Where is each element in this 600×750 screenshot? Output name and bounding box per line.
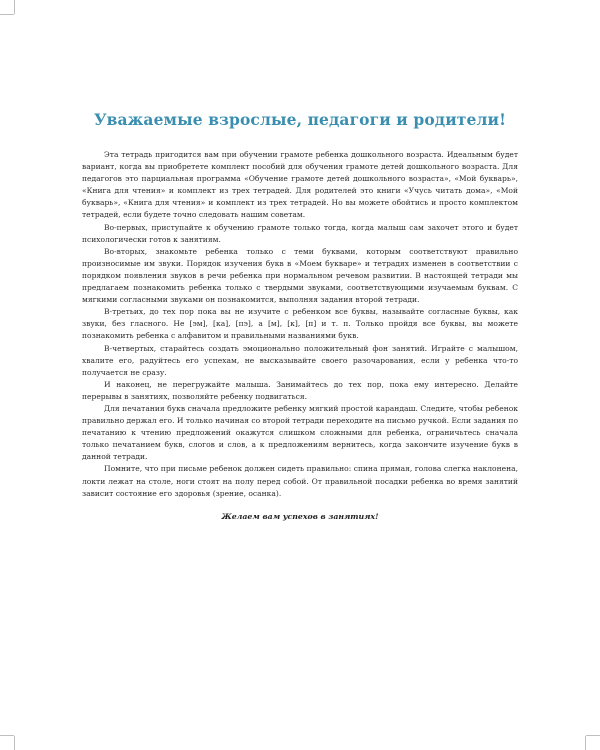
paragraph-pencil: Для печатания букв сначала предложите ребенку мягкий простой карандаш. Следите, чтобы ребенок правильно держал его. И только начиная со второй тетради переходите на письмо ручкой. Если задания по печатанию к чтению предложений окажутся слишком сложными для ребенка, ограничьтесь сначала только печатанием букв, слогов и слов, а к предложениям вернитесь, когда закончите изучение букв в данной тетради. [82, 403, 518, 462]
crop-mark-top-left-h [0, 14, 14, 15]
paragraph-second: Во-вторых, знакомьте ребенка только с теми буквами, которым соответствуют правильно произносимые им звуки. Порядок изучения букв в «Моем букваре» и тетрадях изменен в соответствии с порядком появления звуков в речи ребенка при нормальном речевом развитии. В настоящей тетради мы предлагаем познакомить ребенка только с твердыми звуками, соответствующими изучаемым буквам. С мягкими согласными звуками он познакомится, выполняя задания второй тетради. [82, 246, 518, 305]
paragraph-third: В-третьих, до тех пор пока вы не изучите с ребенком все буквы, называйте согласные буквы, как звуки, без гласного. Не [эм], [ка], [пэ], а [м], [к], [п] и т. п. Только пройдя все буквы, вы можете познакомить ребенка с алфавитом и правильными названиями букв. [82, 307, 518, 341]
page-title: Уважаемые взрослые, педагоги и родители! [93, 110, 506, 129]
paragraph-fourth: В-четвертых, старайтесь создать эмоционально положительный фон занятий. Играйте с малышом, хвалите его, радуйтесь его успехам, не высказывайте своего разочарования, если у ребенка что-то получается не сразу. [82, 343, 518, 377]
paragraph-first: Во-первых, приступайте к обучению грамоте только тогда, когда малыш сам захочет этого и будет психологически готов к занятиям. [82, 222, 518, 244]
crop-mark-bottom-left-h [0, 735, 14, 736]
crop-mark-bottom-right-h [586, 735, 600, 736]
crop-mark-bottom-right [585, 736, 586, 750]
paragraph-posture: Помните, что при письме ребенок должен сидеть правильно: спина прямая, голова слегка наклонена, локти лежат на столе, ноги стоят на полу перед собой. От правильной посадки ребенка во время занятий зависит состояние его здоровья (зрение, осанка). [82, 464, 518, 498]
paragraph-intro: Эта тетрадь пригодится вам при обучении грамоте ребенка дошкольного возраста. Идеальным будет вариант, когда вы приобретете комплект пособий для обучения грамоте детей дошкольного возраста. Для педагогов это парциальная программа «Обучение грамоте детей дошкольного возраста», «Мой букварь», «Книга для чтения» и комплект из трех тетрадей. Для родителей это книги «Учусь читать дома», «Мой букварь», «Книга для чтения» и комплект из трех тетрадей. Но вы можете обойтись и просто комплектом тетрадей, если будете точно следовать нашим советам. [82, 150, 518, 220]
crop-mark-top-left [14, 0, 15, 14]
body-text [82, 149, 518, 500]
paragraph-finally: И наконец, не перегружайте малыша. Занимайтесь до тех пор, пока ему интересно. Делайте перерывы в занятиях, позволяйте ребенку подвигаться. [82, 379, 518, 401]
crop-mark-bottom-left [14, 736, 15, 750]
document-page [82, 110, 518, 521]
closing-wish: Желаем вам успехов в занятиях! [221, 511, 379, 521]
